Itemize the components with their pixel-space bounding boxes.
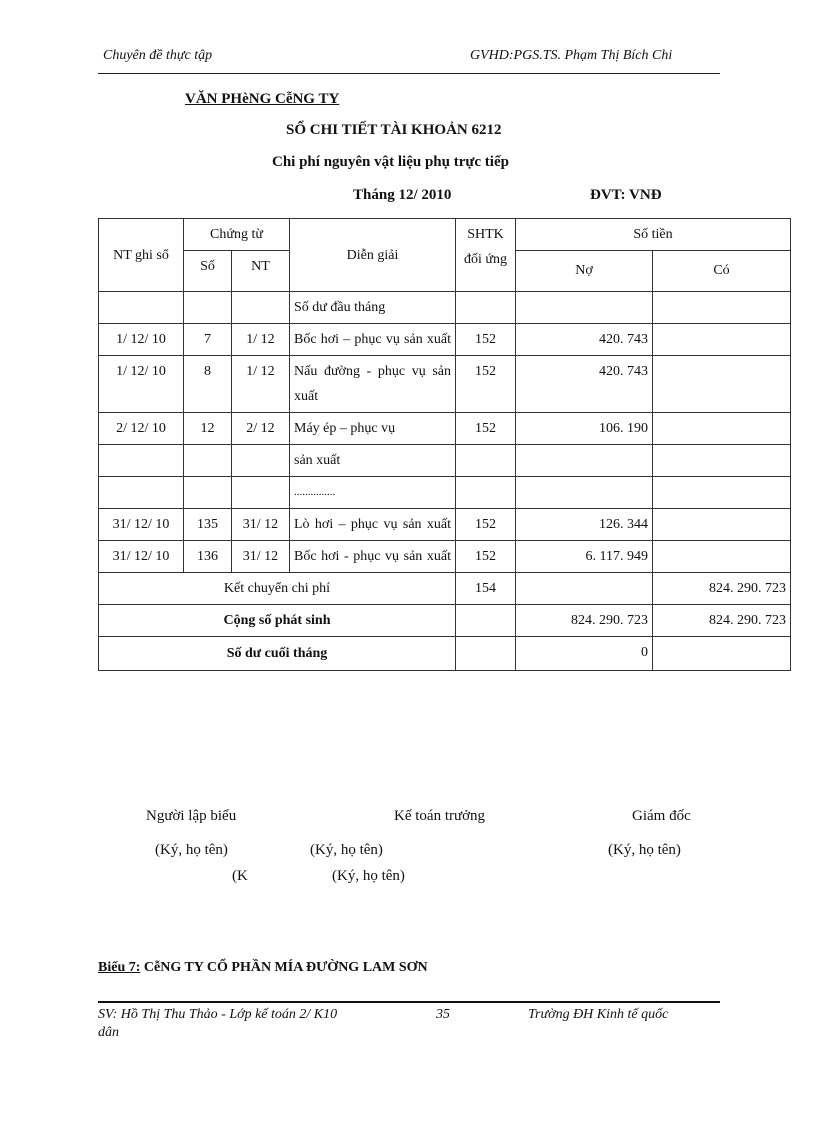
footer-page-number: 35 bbox=[436, 1007, 450, 1022]
ledger-title: SỔ CHI TIẾT TÀI KHOẢN 6212 bbox=[286, 122, 502, 138]
signature-director: Giám đốc bbox=[632, 808, 691, 824]
row-nt: 2/ 12 bbox=[232, 413, 290, 445]
col-nt: NT bbox=[232, 251, 290, 292]
transfer-label: Kết chuyển chi phí bbox=[99, 573, 456, 605]
col-so-tien: Số tiền bbox=[516, 219, 791, 251]
total-debit: 824. 290. 723 bbox=[516, 605, 653, 637]
ledger-subtitle: Chi phí nguyên vật liệu phụ trực tiếp bbox=[272, 154, 509, 170]
bieu-caption bbox=[98, 960, 428, 976]
table-row bbox=[99, 292, 791, 324]
row-debit: 6. 117. 949 bbox=[516, 541, 653, 573]
row-acct: 152 bbox=[456, 413, 516, 445]
row-desc: Bốc hơi – phục vụ sản xuất bbox=[290, 324, 456, 356]
row-num: 12 bbox=[184, 413, 232, 445]
row-credit bbox=[653, 356, 791, 413]
row-num: 136 bbox=[184, 541, 232, 573]
total-credit: 824. 290. 723 bbox=[653, 605, 791, 637]
footer-student: SV: Hồ Thị Thu Thảo - Lớp kế toán 2/ K10 bbox=[98, 1007, 338, 1022]
row-date: 31/ 12/ 10 bbox=[99, 509, 184, 541]
header-right: GVHD:PGS.TS. Phạm Thị Bích Chi bbox=[470, 48, 673, 63]
row-desc: Nấu đường - phục vụ sản xuất bbox=[290, 356, 456, 413]
ledger-table bbox=[98, 218, 791, 671]
transfer-acct: 154 bbox=[456, 573, 516, 605]
office-title: VĂN PHèNG CễNG TY bbox=[185, 91, 340, 107]
closing-row bbox=[99, 637, 791, 671]
sign-note-stray: (K bbox=[232, 868, 248, 884]
row-date: 31/ 12/ 10 bbox=[99, 541, 184, 573]
header-left: Chuyên đề thực tập bbox=[103, 48, 213, 63]
col-so: Số bbox=[184, 251, 232, 292]
row-nt: 1/ 12 bbox=[232, 324, 290, 356]
footer-school: Trường ĐH Kinh tế quốc bbox=[528, 1007, 669, 1022]
row-num: 135 bbox=[184, 509, 232, 541]
row-nt: 31/ 12 bbox=[232, 509, 290, 541]
row-desc: Lò hơi – phục vụ sản xuất bbox=[290, 509, 456, 541]
signature-chief-accountant: Kế toán trưởng bbox=[394, 808, 486, 824]
row-num: 7 bbox=[184, 324, 232, 356]
col-co: Có bbox=[653, 251, 791, 292]
ledger-month: Tháng 12/ 2010 bbox=[353, 187, 452, 203]
row-debit: 126. 344 bbox=[516, 509, 653, 541]
row-num: 8 bbox=[184, 356, 232, 413]
header-rule bbox=[98, 73, 720, 74]
table-row bbox=[99, 477, 791, 509]
row-acct: 152 bbox=[456, 509, 516, 541]
table-row bbox=[99, 509, 791, 541]
row-date: 1/ 12/ 10 bbox=[99, 356, 184, 413]
transfer-credit: 824. 290. 723 bbox=[653, 573, 791, 605]
closing-debit: 0 bbox=[516, 637, 653, 671]
row-nt: 31/ 12 bbox=[232, 541, 290, 573]
row-date: 2/ 12/ 10 bbox=[99, 413, 184, 445]
row-credit bbox=[653, 324, 791, 356]
sign-note-1: (Ký, họ tên) bbox=[155, 842, 228, 858]
col-chung-tu: Chứng từ bbox=[184, 219, 290, 251]
closing-label: Số dư cuối tháng bbox=[99, 637, 456, 671]
footer-school-wrap: dân bbox=[98, 1025, 119, 1040]
table-row bbox=[99, 413, 791, 445]
transfer-row bbox=[99, 573, 791, 605]
table-header-row bbox=[99, 219, 791, 251]
col-dien-giai: Diễn giải bbox=[290, 219, 456, 292]
row-debit: 420. 743 bbox=[516, 324, 653, 356]
ledger-unit: ĐVT: VNĐ bbox=[590, 187, 662, 203]
row-acct: 152 bbox=[456, 324, 516, 356]
row-acct: 152 bbox=[456, 356, 516, 413]
row-credit bbox=[653, 541, 791, 573]
row-credit bbox=[653, 413, 791, 445]
row-debit: 106. 190 bbox=[516, 413, 653, 445]
row-debit: 420. 743 bbox=[516, 356, 653, 413]
row-desc: Máy ép – phục vụ bbox=[290, 413, 456, 445]
bieu-label: Biểu 7: bbox=[98, 960, 141, 975]
sign-note-2: (Ký, họ tên) bbox=[310, 842, 383, 858]
row-credit bbox=[653, 509, 791, 541]
total-row bbox=[99, 605, 791, 637]
bieu-company: CễNG TY CỔ PHẦN MÍA ĐƯỜNG LAM SƠN bbox=[143, 960, 428, 975]
footer-rule bbox=[98, 1001, 720, 1003]
signature-preparer: Người lập biểu bbox=[146, 808, 237, 824]
row-date: 1/ 12/ 10 bbox=[99, 324, 184, 356]
col-nt-ghi-so: NT ghi sổ bbox=[99, 219, 184, 292]
table-row bbox=[99, 356, 791, 413]
table-row bbox=[99, 541, 791, 573]
col-shtk: SHTK đối ứng bbox=[456, 219, 516, 292]
sign-note-3: (Ký, họ tên) bbox=[608, 842, 681, 858]
sign-note-4: (Ký, họ tên) bbox=[332, 868, 405, 884]
row-desc: ............... bbox=[290, 477, 456, 509]
table-row bbox=[99, 324, 791, 356]
col-no: Nợ bbox=[516, 251, 653, 292]
table-row bbox=[99, 445, 791, 477]
row-desc: sản xuất bbox=[290, 445, 456, 477]
row-desc: Bốc hơi - phục vụ sản xuất bbox=[290, 541, 456, 573]
opening-label: Số dư đầu tháng bbox=[290, 292, 456, 324]
row-acct: 152 bbox=[456, 541, 516, 573]
total-label: Cộng số phát sinh bbox=[99, 605, 456, 637]
row-nt: 1/ 12 bbox=[232, 356, 290, 413]
